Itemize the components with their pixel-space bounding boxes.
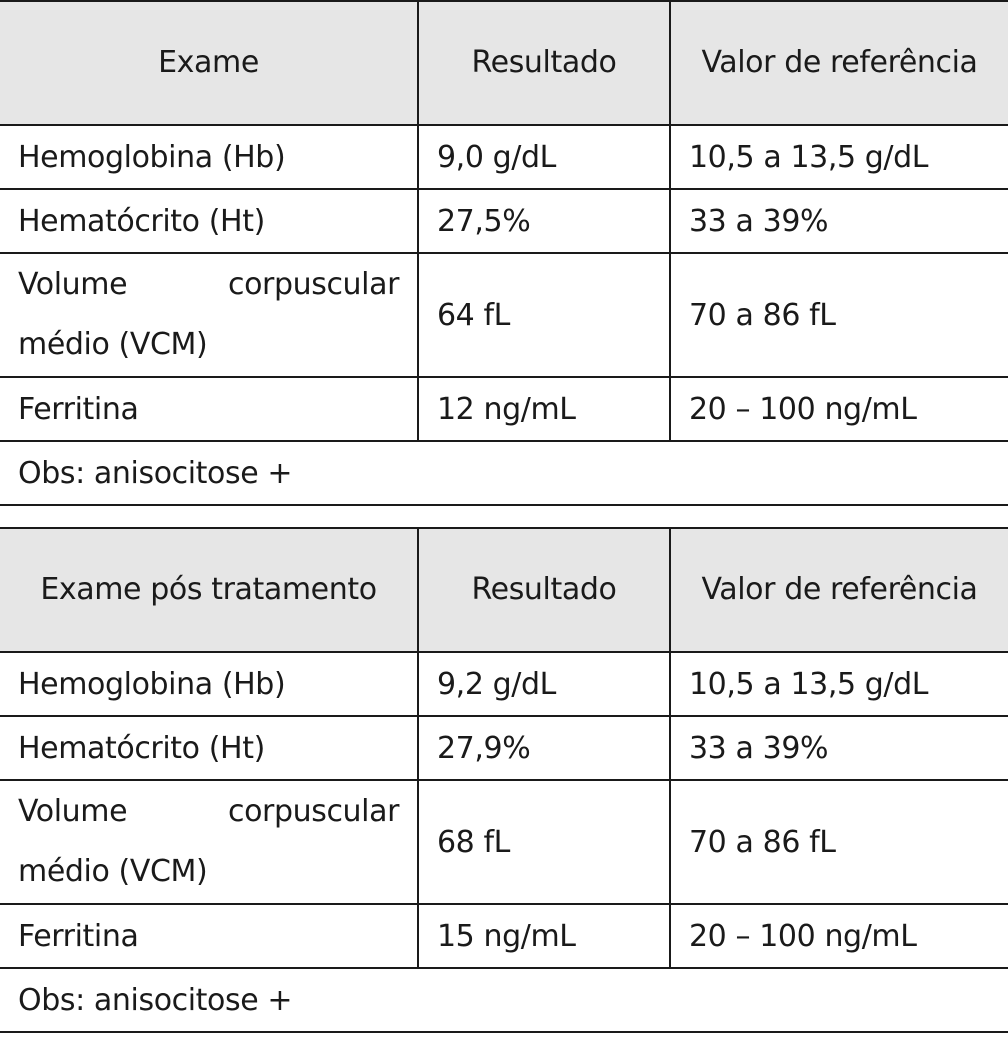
exam-result: 64 fL [418,253,670,377]
header-reference: Valor de referência [670,528,1008,652]
exam-result: 68 fL [418,780,670,904]
header-exam: Exame [0,1,418,125]
table-header-row [0,1,1008,125]
exam-result: 9,0 g/dL [418,125,670,189]
header-exam: Exame pós tratamento [0,528,418,652]
table-row [0,652,1008,716]
header-result: Resultado [418,1,670,125]
exam-result: 15 ng/mL [418,904,670,968]
exam-reference: 70 a 86 fL [670,253,1008,377]
observation-row [0,441,1008,505]
exam-reference: 20 – 100 ng/mL [670,377,1008,441]
lab-results-table-before [0,0,1008,506]
exam-name: Hemoglobina (Hb) [0,652,418,716]
exam-name: Hematócrito (Ht) [0,189,418,253]
exam-reference: 10,5 a 13,5 g/dL [670,125,1008,189]
observation-row [0,968,1008,1032]
exam-reference: 33 a 39% [670,716,1008,780]
exam-name: Ferritina [0,904,418,968]
exam-result: 27,9% [418,716,670,780]
observation-note: Obs: anisocitose + [0,968,1008,1032]
table-row [0,377,1008,441]
exam-reference: 10,5 a 13,5 g/dL [670,652,1008,716]
exam-reference: 70 a 86 fL [670,780,1008,904]
exam-name: Ferritina [0,377,418,441]
exam-reference: 20 – 100 ng/mL [670,904,1008,968]
table-row [0,780,1008,904]
exam-name: Hemoglobina (Hb) [0,125,418,189]
table-row [0,125,1008,189]
table-row [0,716,1008,780]
lab-results-table-after-treatment [0,527,1008,1033]
exam-reference: 33 a 39% [670,189,1008,253]
exam-result: 27,5% [418,189,670,253]
exam-name: Volume corpuscular médio (VCM) [0,253,418,377]
header-reference: Valor de referência [670,1,1008,125]
table-row [0,189,1008,253]
exam-name: Hematócrito (Ht) [0,716,418,780]
table-row [0,904,1008,968]
observation-note: Obs: anisocitose + [0,441,1008,505]
header-result: Resultado [418,528,670,652]
exam-result: 12 ng/mL [418,377,670,441]
exam-name: Volume corpuscular médio (VCM) [0,780,418,904]
table-header-row [0,528,1008,652]
exam-result: 9,2 g/dL [418,652,670,716]
table-row [0,253,1008,377]
